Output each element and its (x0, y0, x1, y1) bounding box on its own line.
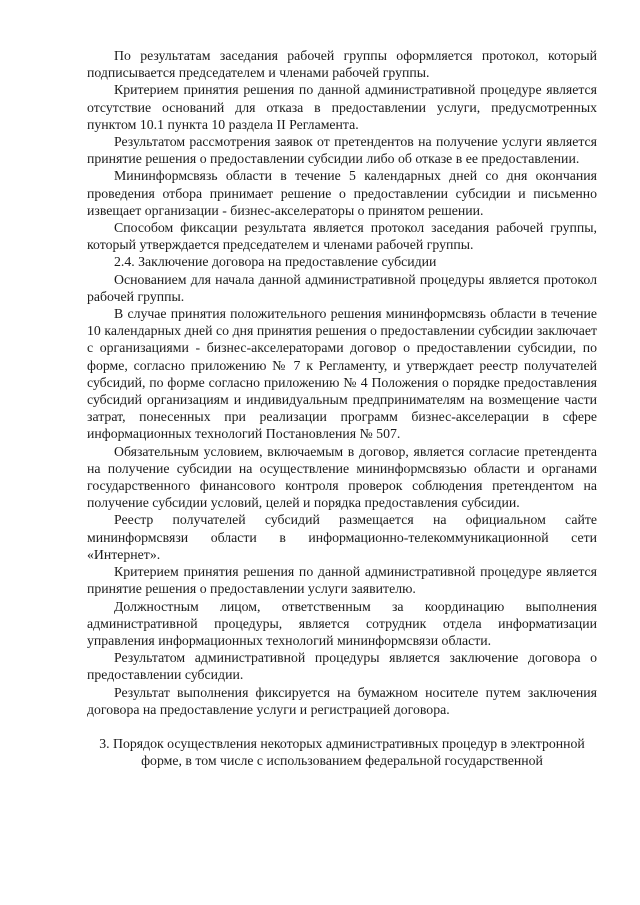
paragraph-criterion-2: Критерием принятия решения по данной административной процедуре является принятие решения о предоставлении услуги заявителю. (87, 564, 597, 597)
paragraph-basis: Основанием для начала данной административной процедуры является протокол рабочей группы. (87, 271, 597, 304)
document-body (87, 47, 597, 769)
chapter-heading-3: 3. Порядок осуществления некоторых административных процедур в электронной форме, в том числе с использованием федеральной государственной (99, 735, 585, 769)
paragraph-decision: Мининформсвязь области в течение 5 календарных дней со дня окончания проведения отбора принимает решение о предоставлении субсидии и письменно извещает организации - бизнес-акселераторы о принятом решении. (87, 168, 597, 218)
paragraph-registry: Реестр получателей субсидий размещается на официальном сайте мининформсвязи области в информационно-телекоммуникационной сети «Интернет». (87, 512, 597, 562)
paragraph-responsible-official: Должностным лицом, ответственным за координацию выполнения административной процедуры, является сотрудник отдела информатизации управления информационных технологий мининформсвязи области. (87, 598, 597, 648)
paragraph-result-recording: Результат выполнения фиксируется на бумажном носителе путем заключения договора на предоставление услуги и регистрацией договора. (87, 684, 597, 717)
paragraph-fixation: Способом фиксации результата является протокол заседания рабочей группы, который утверждается председателем и членами рабочей группы. (87, 220, 597, 253)
paragraph-protocol: По результатам заседания рабочей группы оформляется протокол, который подписывается председателем и членами рабочей группы. (87, 48, 597, 81)
paragraph-mandatory-condition: Обязательным условием, включаемым в договор, является согласие претендента на получение субсидии на осуществление мининформсвязью области и органами государственного финансового контроля проверок соблюдения претендентом на получение субсидии условий, целей и порядка предоставления субсидии. (87, 443, 597, 511)
paragraph-result: Результатом рассмотрения заявок от претендентов на получение услуги является принятие решения о предоставлении субсидии либо об отказе в ее предоставлении. (87, 134, 597, 167)
paragraph-positive-decision: В случае принятия положительного решения мининформсвязь области в течение 10 календарных дней со дня принятия решения о предоставлении субсидии заключает с организациями - бизнес-акселераторами договор о предоставлении субсидии, по форме, согласно приложению № 7 к Регламенту, и утверждает реестр получателей субсидий, по форме согласно приложению № 4 Положения о порядке предоставления субсидий организациям и индивидуальным предпринимателям на возмещение части затрат, понесенных при реализации программ бизнес-акселерации в сфере информационных технологий Постановления № 507. (87, 306, 597, 442)
paragraph-procedure-result: Результатом административной процедуры является заключение договора о предоставлении субсидии. (87, 650, 597, 683)
paragraph-criterion: Критерием принятия решения по данной административной процедуре является отсутствие оснований для отказа в предоставлении услуги, предусмотренных пунктом 10.1 пункта 10 раздела II Регламента. (87, 82, 597, 132)
section-heading-2-4: 2.4. Заключение договора на предоставление субсидии (114, 254, 437, 270)
